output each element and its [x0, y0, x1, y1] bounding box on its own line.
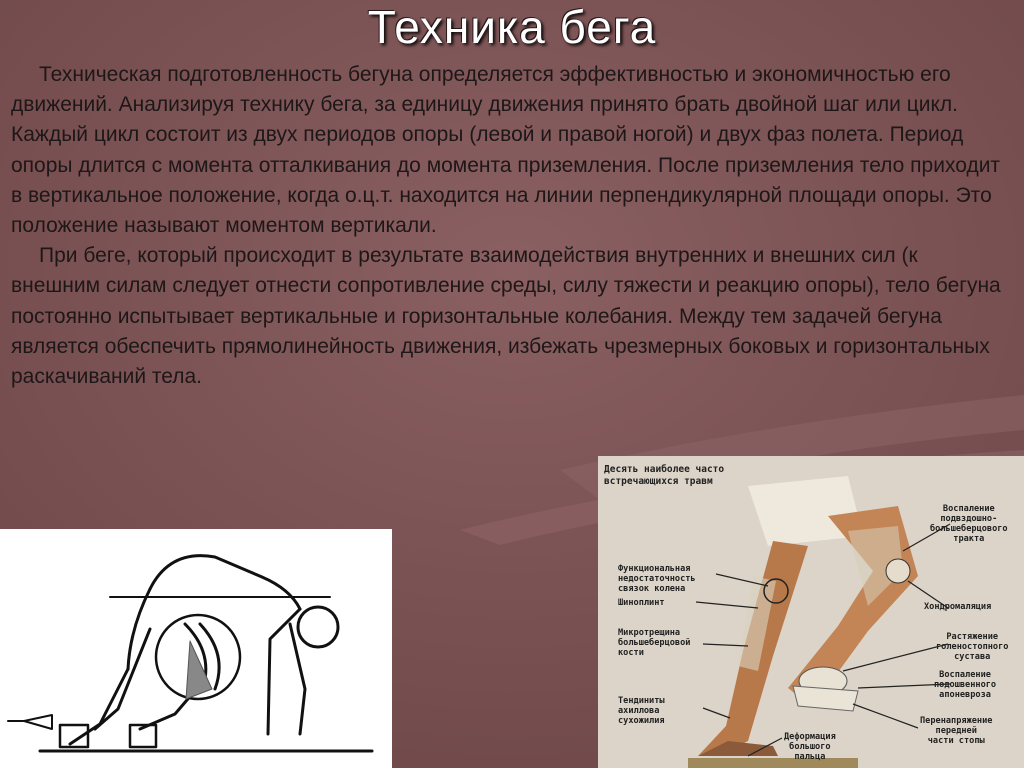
label-shin-splint: Шиноплинт: [618, 598, 665, 608]
label-big-toe-deformity: Деформация большого пальца: [784, 732, 836, 762]
label-chondromalacia: Хондромаляция: [924, 602, 992, 612]
injuries-heading: Десять наиболее часто встречающихся травм: [604, 464, 725, 487]
label-ankle-sprain: Растяжение голеностопного сустава: [936, 632, 1009, 662]
label-it-band: Воспаление подвздошно- большеберцового тракта: [930, 504, 1008, 544]
label-achilles-tendinitis: Тендиниты ахиллова сухожилия: [618, 696, 665, 726]
running-injuries-figure: [598, 456, 1024, 768]
slide-body: [11, 60, 1001, 392]
label-tibia-microfracture: Микротрещина большеберцовой кости: [618, 628, 691, 658]
sprint-start-figure: [0, 529, 392, 768]
label-knee-ligaments: Функциональная недостаточность связок колена: [618, 564, 696, 594]
paragraph-2: При беге, который происходит в результате взаимодействия внутренних и внешних сил (к внешним силам следует отнести сопротивление среды, силу тяжести и реакцию опоры), тело бегуна постоянно испытывает вертикальные и горизонтальные колебания. Между тем задачей бегуна является обеспечить прямолинейность движения, избежать чрезмерных боковых и горизонтальных раскачиваний тела.: [11, 244, 1001, 389]
label-plantar-fasciitis: Воспаление подошвенного апоневроза: [934, 670, 997, 700]
slide-title: Техника бега: [367, 1, 657, 53]
label-forefoot-strain: Перенапряжение передней части стопы: [920, 716, 993, 746]
paragraph-1: Техническая подготовленность бегуна определяется эффективностью и экономичностью его движений. Анализируя технику бега, за единицу движения принято брать двойной шаг или цикл. Каждый цикл состоит из двух периодов опоры (левой и правой ногой) и двух фаз полета. Период опоры длится с момента отталкивания до момента приземления. После приземления тело приходит в вертикальное положение, когда о.ц.т. находится на линии перпендикулярной площади опоры. Это положение называют моментом вертикали.: [11, 63, 1001, 238]
